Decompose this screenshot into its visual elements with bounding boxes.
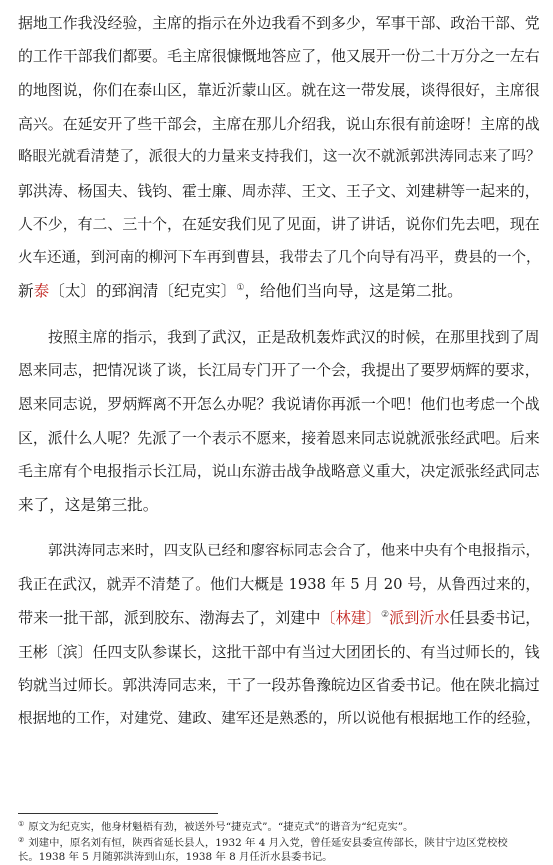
text-segment: 带来一批干部，派到胶东、渤海去了，刘建中 [18, 609, 321, 627]
red-annotation: 派到沂水 [389, 609, 450, 627]
text-line: 人不少，有二、三十个，在延安我们见了见面，讲了讲话，说你们先去吧，现在 [18, 215, 540, 233]
text-line: 王彬〔滨〕任四支队参谋长，这批干部中有当过大团团长的、有当过师长的，钱 [18, 643, 540, 661]
text-line: 郭洪涛同志来时，四支队已经和廖容标同志会合了，他来中央有个电报指示， [48, 543, 540, 559]
text-line: 恩来同志说，罗炳辉离不开怎么办呢？我说请你再派一个吧！他们也考虑一个战 [18, 395, 540, 413]
footnote-2-continued: 长。1938 年 5 月随郭洪涛到山东，1938 年 8 月任沂水县委书记。 [18, 851, 333, 863]
text-line: 郭洪涛、杨国夫、钱钧、霍士廉、周赤萍、王文、王子文、刘建耕等一起来的， [18, 182, 540, 200]
text-line: 的工作干部我们都要。毛主席很慷慨地答应了，他又展开一份二十万分之一左右 [18, 47, 540, 65]
text-segment: 任县委书记， [449, 609, 541, 627]
text-line [18, 281, 540, 301]
footnote-ref-1[interactable]: ① [236, 282, 245, 293]
text-line: 恩来同志，把情况谈了谈，长江局专门开了一个会，我提出了要罗炳辉的要求， [18, 361, 540, 379]
footnote-mark: ① [18, 819, 25, 828]
text-line: 火车还通，到河南的柳河下车再到曹县，我带去了几个向导有冯平，费县的一个， [18, 250, 541, 266]
text-line: 毛主席有个电报指示长江局，说山东游击战争战略意义重大，决定派张经武同志 [18, 462, 540, 480]
text-line: 来了，这是第三批。 [18, 496, 159, 514]
footnote-mark: ② [18, 835, 25, 844]
footnote-2 [18, 836, 540, 851]
text-line: 钧就当过师长。郭洪涛同志来，干了一段苏鲁豫皖边区省委书记。他在陕北搞过 [18, 676, 540, 694]
text-segment: ，给他们当向导，这是第二批。 [244, 282, 463, 300]
text-line: 我正在武汉，就弄不清楚了。他们大概是 1938 年 5 月 20 号，从鲁西过来的， [18, 576, 541, 593]
footnote-ref-2[interactable]: ② [381, 609, 390, 620]
text-segment: 新 [18, 282, 34, 300]
text-segment: 〔太〕的郅润清〔纪克实〕 [49, 282, 237, 300]
red-annotation: 泰 [33, 282, 50, 300]
red-annotation: 〔林建〕 [320, 609, 382, 627]
text-line: 区，派什么人呢？先派了一个表示不愿来，接着恩来同志说就派张经武吧。后来 [18, 429, 540, 447]
text-line: 按照主席的指示，我到了武汉，正是敌机轰炸武汉的时候，在那里找到了周 [48, 328, 540, 346]
text-line: 略眼光就看清楚了，派很大的力量来支持我们，这一次不就派郭洪涛同志来了吗？ [18, 149, 541, 165]
text-line: 高兴。在延安开了些干部会，主席在那儿介绍我，说山东很有前途呀！主席的战 [18, 115, 540, 133]
footnote-1 [18, 820, 540, 835]
text-line [18, 608, 540, 628]
footnote-divider [18, 813, 218, 814]
footnote-text: 原文为纪克实，他身材魁梧有劲，被送外号“捷克式”。“捷克式”的谐音为“纪克实”。 [28, 821, 414, 833]
footnote-text: 刘建中，原名刘有恒，陕西省延长县人，1932 年 4 月入党，曾任延安县委宣传部长，陕甘宁边区党校校 [28, 837, 508, 849]
text-line: 的地图说，你们在泰山区，靠近沂蒙山区。就在这一带发展，谈得很好，主席很 [18, 81, 540, 99]
text-line: 据地工作我没经验，主席的指示在外边我看不到多少，军事干部、政治干部、党 [18, 14, 540, 32]
text-line: 根据地的工作，对建党、建政、建军还是熟悉的，所以说他有根据地工作的经验， [18, 711, 541, 727]
